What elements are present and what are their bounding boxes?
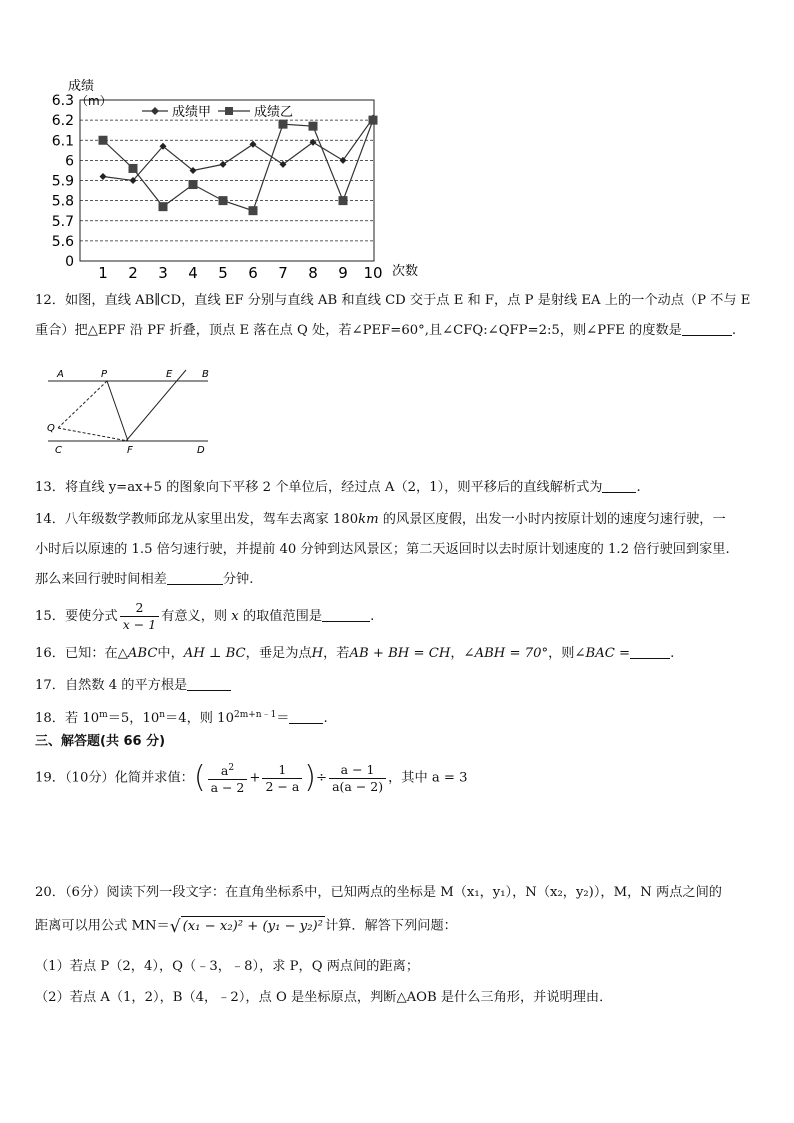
y-tick-label: 6.1: [51, 133, 74, 150]
q16-perp: AH ⊥ BC: [183, 646, 246, 661]
q20-formula: (x₁ − x₂)² + (y₁ − y₂)²: [181, 916, 325, 936]
q16-mid5: ，则: [548, 646, 575, 661]
q16-mid1: 中，: [157, 646, 184, 661]
segment-pq: [58, 381, 107, 428]
q15-post: 的取值范围是: [242, 609, 323, 624]
q19-fraction-1: [208, 760, 248, 796]
q16-tri: △ABC: [117, 646, 158, 661]
q15-pre: 15．要使分式: [35, 609, 118, 624]
q14-line1a: 14．八年级数学教师邱龙从家里出发，驾车去离家 180: [35, 512, 359, 527]
q15-mid: 有意义，则: [161, 609, 228, 624]
y-axis-unit: （m）: [76, 94, 112, 108]
q12-end: .: [731, 323, 737, 338]
x-axis-label: 次数: [392, 264, 419, 279]
q20-sub2: （2）若点 A（1，2），B（4，﹣2），点 O 是坐标原点，判断△AOB 是什么三角形，并说明理由．: [35, 990, 613, 1005]
label-f: F: [127, 445, 133, 456]
q19-div: ÷: [316, 770, 328, 786]
legend-marker-jia: [151, 107, 159, 115]
q14-line1b: 的风景区度假，出发一小时内按原计划的速度匀速行驶，一: [378, 512, 726, 527]
q19-f2-num: 1: [262, 762, 302, 779]
q19-f1-num: a: [220, 763, 229, 778]
q17-text: 17．自然数 4 的平方根是: [35, 678, 188, 693]
question-17: [35, 677, 231, 695]
q15-var: x: [231, 609, 239, 624]
label-q: Q: [47, 423, 55, 434]
q13-text: 13．将直线 y=ax+5 的图象向下平移 2 个单位后，经过点 A（2，1），则平移后的直线解析式为: [35, 480, 603, 495]
data-point-yi: [309, 122, 318, 131]
q16-answer-blank[interactable]: [630, 645, 670, 659]
chart-series: [99, 115, 378, 216]
question-20: [35, 884, 722, 902]
q16-pre: 16．已知：在: [35, 646, 118, 661]
question-14-line2: [35, 541, 730, 559]
data-point-jia: [220, 161, 227, 168]
q18-exp: 2m+n﹣1: [233, 710, 277, 720]
q19-f1-den: a − 2: [210, 780, 245, 795]
q18-pre: 18．若 10: [35, 711, 100, 726]
q18-eq3: ＝: [276, 711, 290, 726]
data-point-yi: [369, 116, 378, 125]
q20-sqrt-formula: √ (x₁ − x₂)² + (y₁ − y₂)²: [169, 917, 323, 937]
q18-eq2: ＝4，则 10: [165, 711, 234, 726]
data-point-yi: [189, 180, 198, 189]
series-line-yi: [103, 120, 373, 211]
q12-geometry-figure: [40, 362, 220, 457]
q19-post: ，其中 a = 3: [388, 770, 468, 786]
question-12: [35, 292, 750, 310]
score-line-chart: [40, 78, 440, 283]
label-p: P: [101, 369, 108, 380]
q20-sub1: （1）若点 P（2，4），Q（﹣3，﹣8），求 P，Q 两点间的距离；: [35, 959, 420, 974]
data-point-jia: [250, 141, 257, 148]
question-16: [35, 645, 674, 663]
q16-mid3: ，若: [323, 646, 350, 661]
q18-answer-blank[interactable]: [289, 710, 323, 724]
q14-line3b: 分钟.: [222, 572, 254, 587]
q19-lparen: (: [193, 760, 206, 795]
q12-line2: 重合）把△EPF 沿 PF 折叠，顶点 E 落在点 Q 处，若∠PEF=60°,且∠CFQ:∠QFP=2:5，则∠PFE 的度数是: [35, 323, 682, 338]
segment-qf: [58, 428, 128, 441]
legend-series-yi: 成绩乙: [254, 105, 294, 120]
q14-unit: km: [358, 512, 379, 527]
question-14-line3: [35, 571, 253, 589]
y-tick-label: 5.8: [51, 193, 74, 210]
x-tick-label: 5: [218, 264, 228, 282]
question-20-sub2: [35, 989, 612, 1007]
x-tick-label: 7: [278, 264, 288, 282]
question-20-line2: [35, 916, 457, 936]
q13-answer-blank[interactable]: [602, 479, 636, 493]
q14-answer-blank[interactable]: [167, 571, 223, 585]
question-12-cont: [35, 322, 736, 340]
q16-mid2: ，垂足为点: [245, 646, 312, 661]
y-tick-label: 5.9: [51, 173, 74, 190]
q13-end: .: [636, 480, 641, 495]
q20-line1: 20．（6分）阅读下列一段文字：在直角坐标系中，已知两点的坐标是 M（x₁，y₁），N（x₂，y₂)），M，N 两点之间的: [35, 885, 722, 900]
q16-h: H: [311, 646, 324, 661]
y-tick-label: 6.3: [51, 93, 74, 109]
label-e: E: [166, 369, 173, 380]
q15-num: 2: [120, 600, 159, 617]
label-b: B: [202, 369, 209, 380]
x-tick-label: 3: [158, 264, 168, 282]
q19-fraction-2: [262, 762, 302, 795]
legend: [142, 104, 293, 120]
q19-plus: +: [249, 770, 261, 786]
q12-line1: 12．如图，直线 AB∥CD，直线 EF 分别与直线 AB 和直线 CD 交于点 E 和 F，点 P 是射线 EA 上的一个动点（P 不与 E: [35, 293, 751, 308]
x-tick-label: 1: [98, 264, 108, 282]
data-point-yi: [129, 164, 138, 173]
q16-angle: ∠ABH = 70°: [463, 646, 549, 661]
data-point-yi: [339, 196, 348, 205]
question-14: [35, 511, 726, 529]
question-15: [35, 600, 374, 633]
q19-fraction-3: [329, 762, 386, 795]
q16-ask: ∠BAC =: [574, 646, 631, 661]
data-point-yi: [99, 136, 108, 145]
q15-fraction: [120, 600, 159, 633]
q20-line2a: 距离可以用公式 MN＝: [35, 918, 170, 934]
q18-m: m: [99, 710, 108, 720]
segment-pf: [107, 381, 128, 441]
x-tick-label: 8: [308, 264, 318, 282]
x-tick-label: 4: [188, 264, 198, 282]
question-20-sub1: [35, 958, 419, 976]
q17-answer-blank[interactable]: [187, 677, 231, 691]
y-tick-label: 0: [65, 254, 74, 270]
q19-f1-sup: 2: [228, 763, 235, 773]
y-tick-label: 5.7: [51, 213, 74, 230]
x-tick-labels: [98, 264, 382, 282]
q16-cond: AB + BH = CH: [349, 646, 451, 661]
q15-den: x − 1: [122, 617, 157, 632]
label-d: D: [197, 445, 205, 456]
section-3-title: 三、解答题(共 66 分): [35, 734, 166, 749]
y-tick-labels: [52, 93, 74, 270]
q19-f1-num-wrap: [208, 760, 248, 780]
chart-grid: [80, 100, 374, 261]
q12-answer-blank[interactable]: [682, 322, 732, 336]
y-axis-label: 成绩: [68, 79, 95, 94]
q14-line3a: 那么来回行驶时间相差: [35, 572, 167, 587]
q16-end: .: [670, 646, 675, 661]
q15-answer-blank[interactable]: [322, 608, 370, 622]
y-tick-label: 5.6: [51, 233, 74, 250]
q19-f3-den: a(a − 2): [332, 778, 384, 794]
q18-eq1: ＝5，10: [107, 711, 160, 726]
series-line-jia: [103, 118, 373, 180]
q18-n: n: [159, 710, 166, 720]
data-point-yi: [159, 202, 168, 211]
question-18: [35, 706, 328, 728]
q19-pre: 19．（10分）化简并求值：: [35, 770, 194, 786]
y-tick-label: 6.2: [51, 113, 74, 130]
legend-series-jia: 成绩甲: [172, 105, 212, 120]
y-tick-label: 6: [65, 153, 74, 170]
x-tick-label: 10: [363, 264, 383, 282]
x-tick-label: 2: [128, 264, 138, 282]
question-19: [35, 760, 468, 796]
data-point-yi: [219, 196, 228, 205]
q15-end: .: [370, 609, 375, 624]
q19-f3-num: a − 1: [329, 762, 386, 779]
question-13: [35, 479, 641, 497]
data-point-yi: [279, 120, 288, 129]
q19-rparen: ): [304, 760, 316, 795]
q19-f2-den: 2 − a: [265, 778, 300, 794]
x-tick-label: 9: [338, 264, 348, 282]
label-c: C: [55, 445, 62, 456]
x-tick-label: 6: [248, 264, 258, 282]
q18-end: .: [323, 711, 328, 726]
label-a: A: [57, 369, 64, 380]
q14-line2: 小时后以原速的 1.5 倍匀速行驶，并提前 40 分钟到达风景区；第二天返回时以去时原计划速度的 1.2 倍行驶回到家里.: [35, 542, 730, 557]
data-point-yi: [249, 206, 258, 215]
q20-line2b: 计算．解答下列问题：: [324, 918, 457, 934]
legend-marker-yi: [225, 107, 233, 115]
data-point-jia: [100, 173, 107, 180]
q16-mid4: ，: [450, 646, 464, 661]
